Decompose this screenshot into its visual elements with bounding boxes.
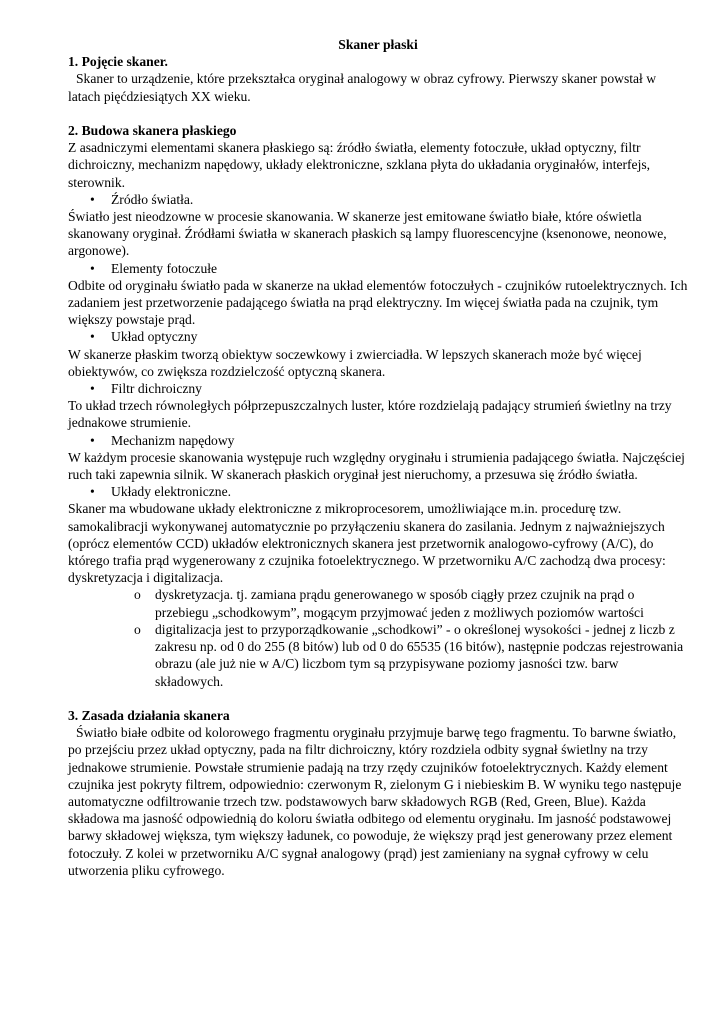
section-1-heading: 1. Pojęcie skaner. <box>68 54 168 70</box>
component-label: • Źródło światła. <box>90 191 194 207</box>
component-list <box>68 191 688 587</box>
component-label: • Filtr dichroiczny <box>90 381 202 397</box>
component-item <box>68 260 688 329</box>
document-title: Skaner płaski <box>338 37 418 52</box>
document-page <box>68 36 688 879</box>
component-item <box>68 432 688 484</box>
sublist-item: o digitalizacja jest to przyporządkowanie „schodkowi” - o określonej wysokości - jednej z liczb z zakresu np. od 0 do 255 (8 bitów) lub od 0 do 65535 (16 bitów), następnie podczas rejestrowania obrazu (ale już nie w A/C) liczbom tym są przypisywane poziomy jasności tzw. barw składowych. <box>134 621 684 689</box>
component-item <box>68 328 688 380</box>
component-description: Światło jest nieodzowne w procesie skanowania. W skanerze jest emitowane światło białe, które oświetla skanowany oryginał. Źródłami światła w skanerach płaskich są lampy fluorescencyjne (ksenonowe, neonowe, argonowe). <box>68 209 667 259</box>
bullet-icon: • <box>90 329 95 345</box>
process-sublist <box>68 586 688 689</box>
component-item <box>68 483 688 586</box>
spacer <box>68 690 688 707</box>
spacer <box>68 105 688 122</box>
component-description: Odbite od oryginału światło pada w skanerze na układ elementów fotoczułych - czujników rutoelektrycznych. Ich zadaniem jest przetworzenie padającego światła na prąd elektryczny. Im więcej światła pada na czujnik, tym większy powstaje prąd. <box>68 277 688 328</box>
bullet-icon: • <box>90 260 95 276</box>
component-description: Skaner ma wbudowane układy elektroniczne z mikroprocesorem, umożliwiające m.in. procedurę tzw. samokalibracji wykonywanej automatycznie po przyłączeniu skanera do zasilania. Jednym z najważniejszych (oprócz elementów CCD) układów elektronicznych skanera jest przetwornik analogowo-cyfrowy (A/C), do którego trafia prąd wygenerowany z czujnika fotoelektrycznego. W przetworniku A/C zachodzą dwa procesy: dyskretyzacja i digitalizacja. <box>68 501 666 586</box>
bullet-icon: • <box>90 381 95 397</box>
section-2-heading: 2. Budowa skanera płaskiego <box>68 123 237 138</box>
section-2-intro: Z asadniczymi elementami skanera płaskiego są: źródło światła, elementy fotoczułe, układ optyczny, filtr dichroiczny, mechanizm napędowy, układy elektroniczne, szklana płyta do układania oryginałów, interfejs, sterownik. <box>68 140 651 190</box>
circle-bullet-icon: o <box>134 621 141 637</box>
bullet-icon: • <box>90 432 95 448</box>
component-item <box>68 191 688 260</box>
component-label: • Układ optyczny <box>90 329 198 345</box>
section-1-text: Skaner to urządzenie, które przekształca oryginał analogowy w obraz cyfrowy. Pierwszy skaner powstał w latach pięćdziesiątych XX wieku. <box>68 71 657 104</box>
bullet-icon: • <box>90 484 95 500</box>
component-description: W każdym procesie skanowania występuje ruch względny oryginału i strumienia padającego światła. Najczęściej ruch taki zapewnia silnik. W skanerach płaskich oryginał jest nieruchomy, a przesuwa się źródło światła. <box>68 449 685 483</box>
circle-bullet-icon: o <box>134 587 141 603</box>
section-3-text: Światło białe odbite od kolorowego fragmentu oryginału przyjmuje barwę tego fragmentu. To barwne światło, po przejściu przez układ optyczny, pada na filtr dichroiczny, który rozdziela odbity sygnał świetlny na trzy jednakowe strumienie. Powstałe strumienie padają na trzy rzędy czujników fotoelektrycznych. Każdy element czujnika jest pokryty filtrem, odpowiednio: czerwonym R, zielonym G i niebieskim B. W wyniku tego następuje automatyczne odfiltrowanie trzech tzw. podstawowych barw składowych RGB (Red, Green, Blue). Każda składowa ma jasność odpowiednią do koloru światła odbitego od elementu oryginału. Im jasność podstawowej barwy składowej większa, tym większy ładunek, co powoduje, że większy prąd jest generowany przez element fotoczuły. Z kolei w przetworniku A/C sygnał analogowy (prąd) jest zamieniany na sygnał cyfrowy w celu utworzenia pliku cyfrowego. <box>68 725 682 878</box>
component-description: To układ trzech równoległych półprzepuszczalnych luster, które rozdzielają padający strumień świetlny na trzy jednakowe strumienie. <box>68 398 672 431</box>
component-description: W skanerze płaskim tworzą obiektyw soczewkowy i zwierciadła. W lepszych skanerach może być więcej obiektywów, co zwiększa rozdzielczość optyczną skanera. <box>68 346 642 379</box>
component-label: • Układy elektroniczne. <box>90 484 232 500</box>
component-label: • Elementy fotoczułe <box>90 260 218 276</box>
section-3-heading: 3. Zasada działania skanera <box>68 707 230 723</box>
component-label: • Mechanizm napędowy <box>90 432 235 448</box>
sublist-item: o dyskretyzacja. tj. zamiana prądu generowanego w sposób ciągły przez czujnik na prąd o przebiegu „schodkowym”, mogącym przyjmować jeden z możliwych poziomów wartości <box>134 587 644 620</box>
bullet-icon: • <box>90 191 95 207</box>
component-item <box>68 380 688 432</box>
